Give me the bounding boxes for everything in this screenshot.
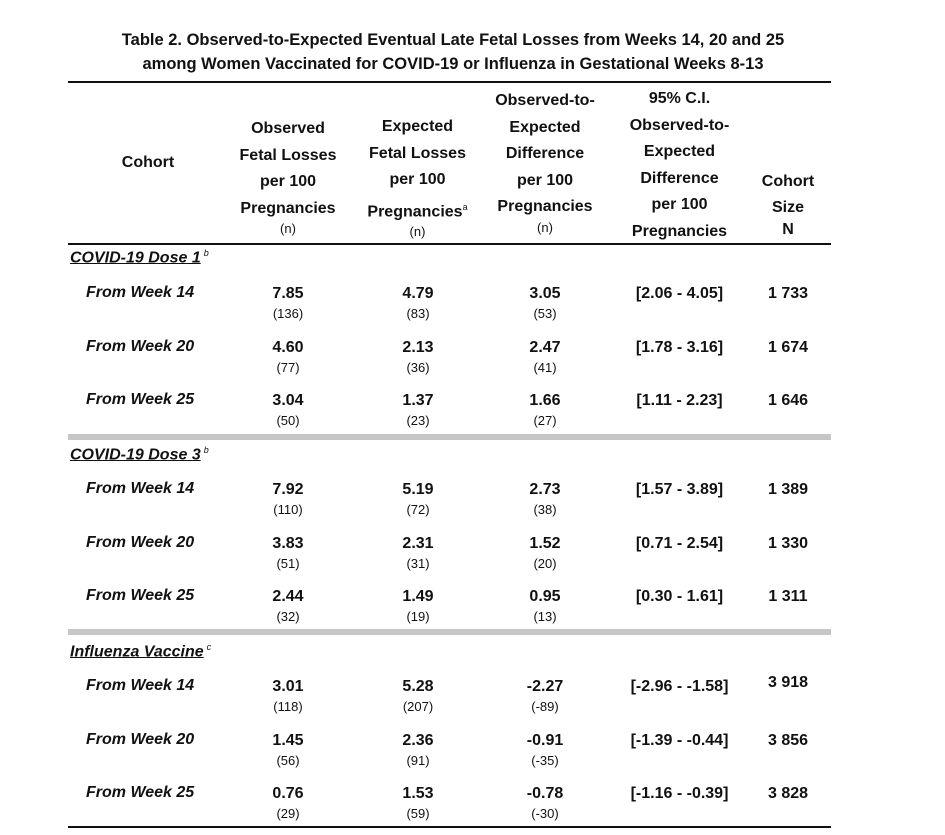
difference-cell [490,392,600,432]
header-ci-line-4: Difference [640,169,719,187]
observed-value: 3.04 [272,392,304,409]
header-observed-line-4: Pregnancies [240,199,336,217]
difference-count: (38) [533,502,557,517]
footnote-marker: b [203,445,209,455]
header-difference-line-1: Observed-to- [495,92,595,109]
row-label: From Week 20 [86,338,195,355]
header-observed-n: (n) [280,221,296,236]
size-cell: 3 828 [767,785,809,802]
expected-cell [363,481,473,521]
observed-cell [233,535,343,575]
observed-cell [233,588,343,628]
expected-count: (91) [406,753,430,768]
header-ci-line-3: Expected [643,143,716,160]
table-title [68,28,838,76]
header-difference-n: (n) [537,219,553,235]
size-cell: 1 389 [767,481,809,498]
expected-cell [363,285,473,325]
observed-count: (110) [273,502,303,517]
difference-count: (41) [533,360,557,375]
ci-cell: [1.57 - 3.89] [635,481,724,498]
header-expected-footnote-a: a [462,201,468,212]
difference-value: 1.66 [529,392,561,409]
difference-value: -0.78 [526,785,564,802]
bottom-rule [68,826,831,828]
size-cell: 1 311 [768,588,808,605]
header-observed-line-2: Fetal Losses [239,146,337,164]
observed-cell [233,732,343,772]
difference-cell [490,481,600,521]
section-title: COVID-19 Dose 3 [70,446,201,464]
size-cell: 3 918 [767,674,809,691]
difference-count: (-30) [531,806,559,821]
size-cell: 1 674 [767,339,809,356]
observed-cell [233,392,343,432]
expected-cell [363,785,473,825]
expected-count: (31) [406,556,430,571]
observed-cell [233,785,343,825]
expected-cell [363,678,473,718]
top-rule [68,81,831,83]
header-ci [612,86,747,245]
table-title-line-1: Table 2. Observed-to-Expected Eventual Late Fetal Losses from Weeks 14, 20 and 25 [121,31,785,49]
section-divider [68,434,831,440]
observed-count: (56) [276,753,300,768]
difference-cell [490,339,600,379]
observed-cell [233,285,343,325]
header-cohort-size [752,169,824,239]
header-difference [485,88,605,235]
header-ci-line-2: Observed-to- [629,116,730,134]
difference-value: 1.52 [529,535,561,552]
observed-cell [233,339,343,379]
observed-count: (32) [276,609,300,624]
expected-count: (207) [402,699,434,714]
expected-cell [363,392,473,432]
difference-count: (27) [533,413,557,428]
observed-value: 3.01 [272,678,304,695]
observed-value: 3.83 [272,535,304,552]
header-cohort: Cohort [121,154,175,171]
table-title-line-2: among Women Vaccinated for COVID-19 or Influenza in Gestational Weeks 8-13 [142,55,764,73]
section-covid-dose-3 [70,445,209,464]
header-observed-line-3: per 100 [259,173,317,190]
expected-cell [363,339,473,379]
expected-cell [363,535,473,575]
row-label: From Week 14 [86,677,195,694]
header-difference-line-4: per 100 [516,171,574,189]
header-ci-line-1: 95% C.I. [648,90,711,107]
ci-cell: [1.11 - 2.23] [636,392,723,409]
section-divider [68,629,831,635]
difference-value: 2.73 [529,481,561,498]
difference-count: (20) [533,556,557,571]
ci-cell: [2.06 - 4.05] [635,285,724,302]
difference-value: 3.05 [529,285,561,302]
expected-count: (19) [406,609,430,624]
difference-count: (53) [533,306,557,321]
header-size-line-1: Cohort [761,173,815,190]
header-difference-line-3: Difference [505,145,585,162]
row-label: From Week 14 [86,284,195,301]
footnote-marker: b [203,248,209,258]
size-cell: 1 733 [767,285,809,302]
ci-cell: [1.78 - 3.16] [635,339,724,356]
observed-count: (118) [273,699,303,714]
observed-value: 7.92 [272,481,304,498]
section-influenza-vaccine [70,642,211,661]
observed-count: (29) [276,806,300,821]
header-expected-line-3: per 100 [389,171,446,188]
header-size-line-2: Size [771,199,804,216]
expected-value: 5.28 [402,678,434,695]
row-label: From Week 20 [86,731,195,748]
expected-cell [363,588,473,628]
ci-cell: [-2.96 - -1.58] [630,678,729,695]
header-expected-line-1: Expected [381,118,454,135]
observed-value: 7.85 [272,285,304,302]
difference-count: (-89) [531,699,559,714]
difference-value: 2.47 [529,339,561,356]
header-ci-line-6: Pregnancies [631,222,728,240]
header-expected-line-4-text: Pregnancies [367,202,463,220]
observed-value: 2.44 [272,588,304,605]
ci-cell: [0.71 - 2.54] [635,535,724,552]
expected-value: 1.49 [402,588,434,605]
section-title: COVID-19 Dose 1 [70,249,201,267]
expected-value: 2.13 [402,339,434,356]
expected-value: 2.36 [402,732,434,749]
expected-count: (36) [406,360,430,375]
section-title: Influenza Vaccine [70,643,204,661]
difference-value: -0.91 [526,732,564,749]
row-label: From Week 14 [86,480,195,497]
footnote-marker: c [206,642,212,652]
difference-value: 0.95 [529,588,561,605]
difference-cell [490,588,600,628]
expected-value: 5.19 [402,481,434,498]
expected-value: 4.79 [402,285,434,302]
row-label: From Week 25 [86,587,195,604]
ci-cell: [-1.16 - -0.39] [630,785,729,802]
expected-count: (59) [406,806,430,821]
expected-count: (83) [406,306,430,321]
size-cell: 1 646 [767,392,809,409]
difference-count: (-35) [531,753,559,768]
difference-cell [490,285,600,325]
observed-value: 4.60 [272,339,304,356]
difference-value: -2.27 [526,678,564,695]
row-label: From Week 25 [86,391,195,408]
expected-count: (72) [406,502,430,517]
header-expected-n: (n) [409,224,426,240]
observed-cell [233,678,343,718]
observed-count: (136) [272,306,304,321]
difference-count: (13) [533,609,557,624]
row-label: From Week 25 [86,784,195,801]
header-difference-line-5: Pregnancies [497,198,593,215]
row-label: From Week 20 [86,534,195,551]
expected-value: 2.31 [402,535,434,552]
header-observed-line-1: Observed [251,120,325,137]
size-cell: 3 856 [767,732,809,749]
expected-count: (23) [406,413,430,428]
observed-count: (77) [276,360,300,375]
difference-cell [490,678,600,718]
section-covid-dose-1 [70,248,209,267]
difference-cell [490,535,600,575]
observed-value: 1.45 [272,732,304,749]
header-ci-line-5: per 100 [651,196,708,213]
size-cell: 1 330 [767,535,809,552]
header-expected-line-4 [355,194,480,226]
header-observed [228,116,348,236]
header-size-line-3: N [782,221,794,238]
expected-cell [363,732,473,772]
header-expected-line-2: Fetal Losses [369,144,466,162]
observed-count: (51) [276,556,300,571]
header-rule [68,243,831,245]
ci-cell: [-1.39 - -0.44] [630,732,729,749]
observed-cell [233,481,343,521]
expected-value: 1.37 [402,392,434,409]
difference-cell [490,785,600,825]
ci-cell: [0.30 - 1.61] [635,588,724,605]
expected-value: 1.53 [402,785,434,802]
observed-count: (50) [276,413,300,428]
difference-cell [490,732,600,772]
header-expected [355,114,480,239]
header-difference-line-2: Expected [509,118,581,136]
observed-value: 0.76 [272,785,304,802]
